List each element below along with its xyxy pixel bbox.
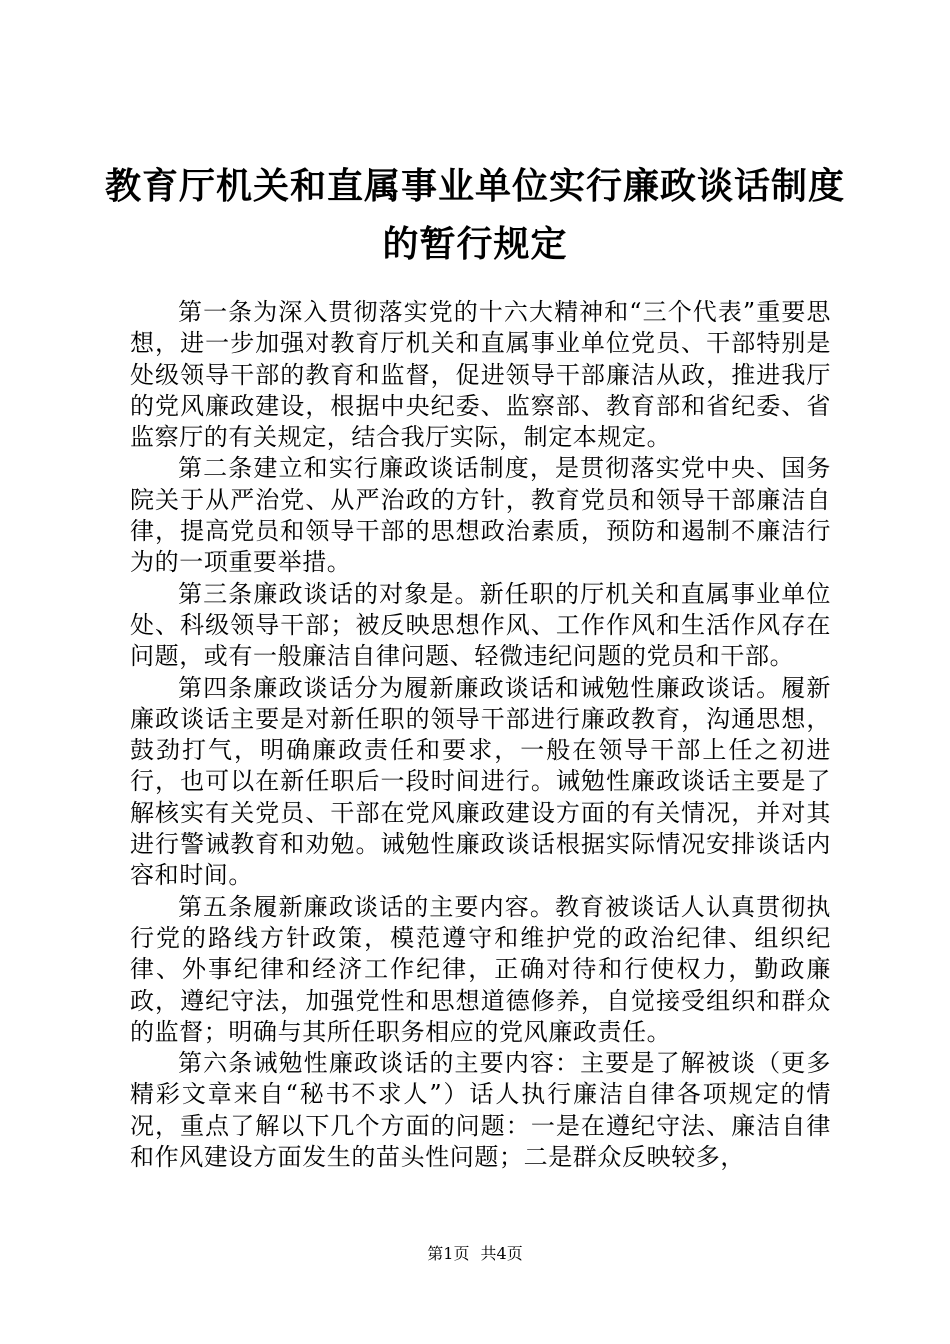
paragraph-article-5: 第五条履新廉政谈话的主要内容。教育被谈话人认真贯彻执行党的路线方针政策，模范遵守和维护党的政治纪律、组织纪律、外事纪律和经济工作纪律，正确对待和行使权力，勤政廉政，遵纪守法，加强党性和思想道德修养，自觉接受组织和群众的监督；明确与其所任职务相应的党风廉政责任。 <box>130 892 831 1046</box>
page-number: 第1页 <box>427 1244 470 1263</box>
page-total: 共4页 <box>480 1244 523 1263</box>
title-line-2: 的暂行规定 <box>382 224 568 265</box>
paragraph-article-6: 第六条诫勉性廉政谈话的主要内容：主要是了解被谈（更多精彩文章来自“秘书不求人”）话人执行廉洁自律各项规定的情况，重点了解以下几个方面的问题：一是在遵纪守法、廉洁自律和作风建设方面发生的苗头性问题；二是群众反映较多， <box>130 1049 831 1172</box>
document-body <box>130 297 831 1173</box>
paragraph-article-1: 第一条为深入贯彻落实党的十六大精神和“三个代表”重要思想，进一步加强对教育厅机关和直属事业单位党员、干部特别是处级领导干部的教育和监督，促进领导干部廉洁从政，推进我厅的党风廉政建设，根据中央纪委、监察部、教育部和省纪委、省监察厅的有关规定，结合我厅实际，制定本规定。 <box>130 298 831 452</box>
document-title <box>100 158 850 274</box>
title-line-1: 教育厅机关和直属事业单位实行廉政谈话制度 <box>104 166 845 207</box>
paragraph-article-2: 第二条建立和实行廉政谈话制度，是贯彻落实党中央、国务院关于从严治党、从严治政的方针，教育党员和领导干部廉洁自律，提高党员和领导干部的思想政治素质，预防和遏制不廉洁行为的一项重要举措。 <box>130 454 831 577</box>
paragraph-article-4: 第四条廉政谈话分为履新廉政谈话和诫勉性廉政谈话。履新廉政谈话主要是对新任职的领导干部进行廉政教育，沟通思想，鼓劲打气，明确廉政责任和要求，一般在领导干部上任之初进行，也可以在新任职后一段时间进行。诫勉性廉政谈话主要是了解核实有关党员、干部在党风廉政建设方面的有关情况，并对其进行警诫教育和劝勉。诫勉性廉政谈话根据实际情况安排谈话内容和时间。 <box>130 673 831 890</box>
page-footer <box>0 1244 950 1264</box>
paragraph-article-3: 第三条廉政谈话的对象是。新任职的厅机关和直属事业单位处、科级领导干部；被反映思想作风、工作作风和生活作风存在问题，或有一般廉洁自律问题、轻微违纪问题的党员和干部。 <box>130 579 831 671</box>
